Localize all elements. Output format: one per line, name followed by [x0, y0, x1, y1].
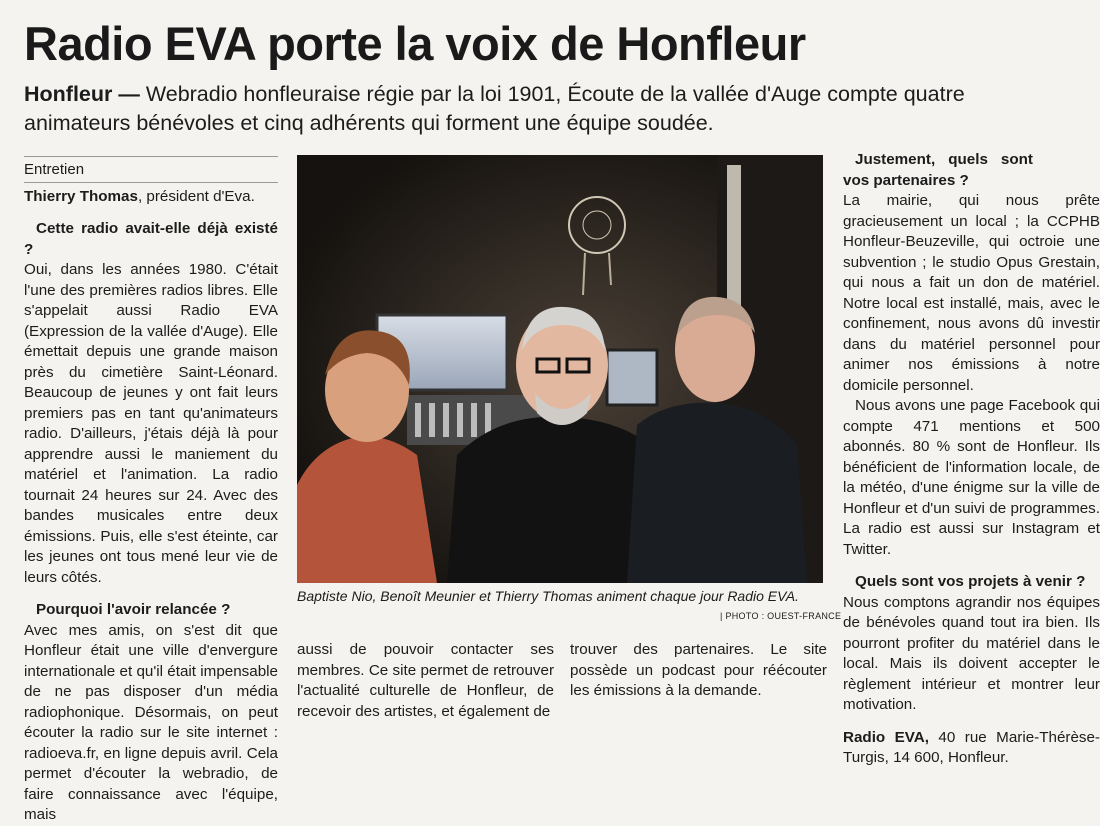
byline-role: , président d'Eva. — [137, 187, 255, 205]
lede-place: Honfleur — — [24, 82, 140, 106]
rubric-rule-bottom — [24, 182, 278, 183]
contact-name: Radio EVA, — [843, 728, 929, 746]
contact-address: 40 rue Marie-Thérèse-Turgis, 14 600, Honfleur. — [843, 728, 1100, 766]
column-1 — [24, 160, 278, 826]
lede — [24, 80, 1074, 138]
answer-4: Nous comptons agrandir nos équipes de bénévoles quand tout ira bien. Ils pourront profiter du matériel dans le local. Mais ils doivent accepter le règlement intérieur et montrer leur motivation. — [843, 593, 1100, 713]
question-4: Quels sont vos projets à venir ? — [855, 573, 1086, 590]
answer-1: Oui, dans les années 1980. C'était l'une des premières radios libres. Elle s'appelait aussi Radio EVA (Expression de la vallée d'Auge). Elle émettait depuis une grande maison près du cimetière Saint-Léonard. Beaucoup de jeunes y ont fait leurs premiers pas en tant qu'animateurs radio. D'ailleurs, j'étais déjà là pour apprendre aussi le maniement du matériel et l'animation. La radio tournait 24 heures sur 24. Avec des bandes musicales entre deux émissions. Puis, elle s'est éteinte, car les jeunes ont tous mené leur vie de leurs côtés. — [24, 261, 278, 586]
column-3 — [570, 640, 827, 702]
rubric: Entretien — [24, 161, 85, 178]
rubric-rule-top — [24, 156, 278, 157]
answer-3b: Nous avons une page Facebook qui compte 471 mentions et 500 abonnés. 80 % sont de Honfleur. Ils bénéficient de l'information locale, de la météo, d'une énigme sur la ville de Honfleur et d'un suivi de programmes. La radio est aussi sur Instagram et Twitter. — [843, 397, 1100, 558]
question-2: Pourquoi l'avoir relancée ? — [36, 601, 231, 618]
question-1: Cette radio avait-elle déjà existé ? — [24, 220, 278, 258]
question-3: Justement, quels sont vos partenaires ? — [843, 151, 1033, 189]
byline — [24, 187, 278, 208]
answer-2: Avec mes amis, on s'est dit que Honfleur était une ville d'envergure internationale et qu'il était impensable de ne pas disposer d'un média radiophonique. Désormais, on peut écouter la radio sur le site internet : radioeva.fr, en ligne depuis avril. Cela permet d'écouter la webradio, de faire connaissance avec l'équipe, mais — [24, 621, 278, 823]
headline: Radio EVA porte la voix de Honfleur — [24, 17, 806, 70]
lede-text: Webradio honfleuraise régie par la loi 1901, Écoute de la vallée d'Auge compte quatre animateurs bénévoles et cinq adhérents qui forment une équipe soudée. — [24, 82, 965, 135]
photo — [297, 155, 823, 583]
answer-3: La mairie, qui nous prête gracieusement un local ; la CCPHB Honfleur-Beuzeville, qui octroie une subvention ; le studio Opus Grestain, qui nous a fait un don de matériel. Notre local est installé, mais, avec le confinement, nous avons dû investir dans du matériel personnel pour animer nos émissions à notre domicile personnel. — [843, 192, 1100, 394]
photo-caption: Baptiste Nio, Benoît Meunier et Thierry Thomas animent chaque jour Radio EVA. — [297, 588, 799, 604]
byline-name: Thierry Thomas — [24, 187, 138, 205]
contact — [843, 728, 1100, 769]
column-2 — [297, 640, 554, 722]
photo-credit: | PHOTO : OUEST-FRANCE — [720, 611, 842, 621]
answer-2-cont-b: trouver des partenaires. Le site possède un podcast pour réécouter les émissions à la demande. — [570, 641, 827, 699]
studio-photo-illustration — [297, 155, 823, 583]
column-4 — [843, 150, 1100, 769]
answer-2-cont-a: aussi de pouvoir contacter ses membres. Ce site permet de retrouver l'actualité culturelle de Honfleur, de recevoir des artistes, et également de — [297, 641, 554, 720]
